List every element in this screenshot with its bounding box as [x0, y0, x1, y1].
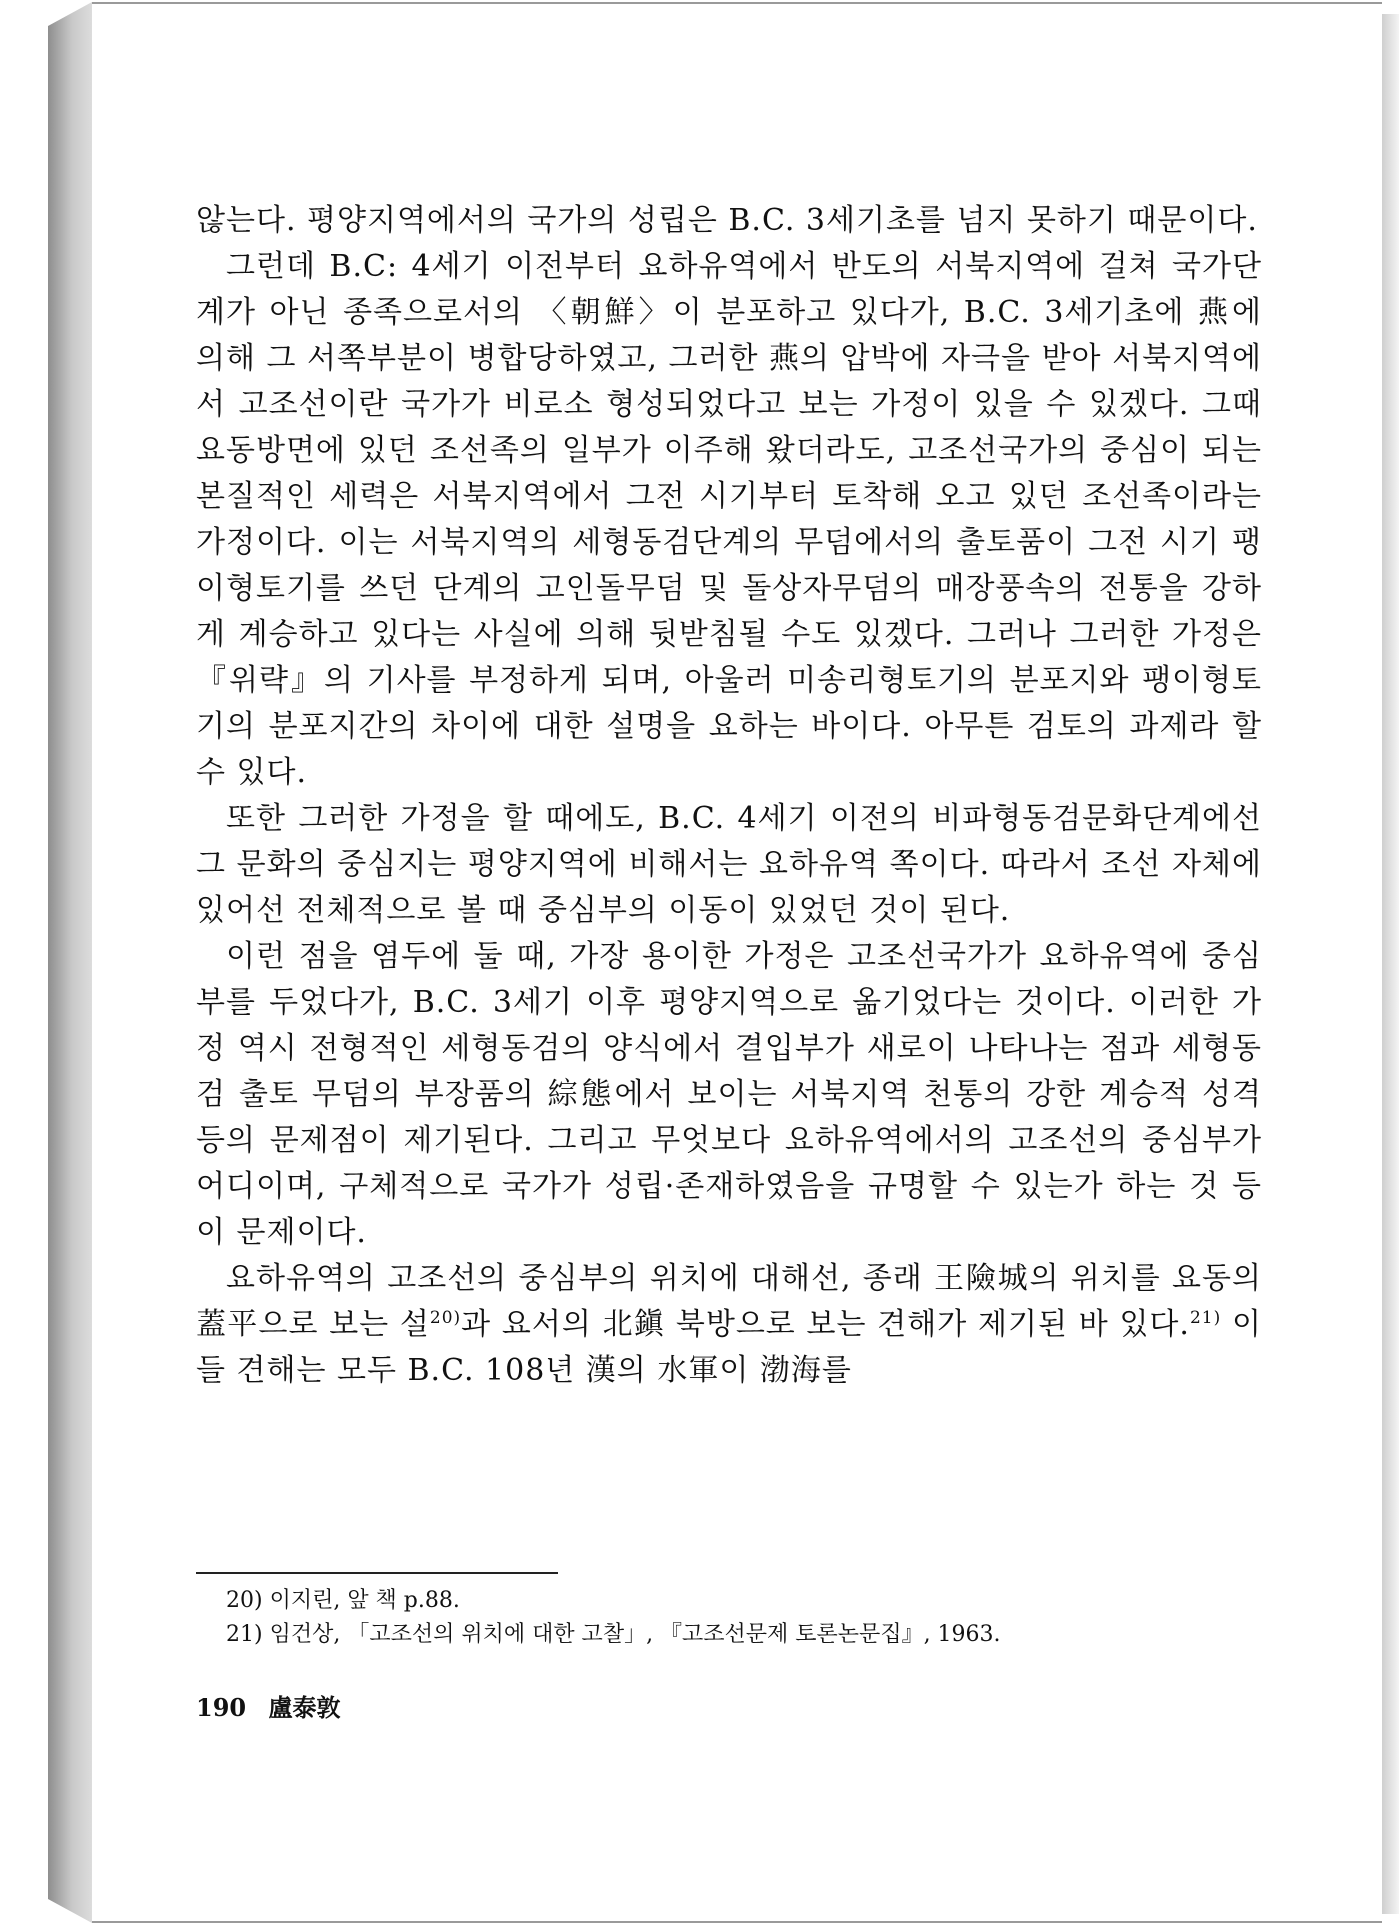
page-number: 190 — [196, 1693, 247, 1722]
footnote-divider — [196, 1572, 558, 1574]
paragraph-4: 이런 점을 염두에 둘 때, 가장 용이한 가정은 고조선국가가 요하유역에 중심부를 두었다가, B.C. 3세기 이후 평양지역으로 옮기었다는 것이다. 이러한 가정 역시 전형적인 세형동검의 양식에서 결입부가 새로이 나타나는 점과 세형동검 출토 무덤의 부장품의 綜態에서 보이는 서북지역 천통의 강한 계승적 성격 등의 문제점이 제기된다. 그리고 무엇보다 요하유역에서의 고조선의 중심부가 어디이며, 구체적으로 국가가 성립·존재하였음을 규명할 수 있는가 하는 것 등이 문제이다. — [196, 939, 1262, 1250]
book-spine — [48, 2, 92, 1923]
footnotes — [226, 1584, 1266, 1652]
body-text — [196, 198, 1262, 1394]
paragraph-2: 그런데 B.C: 4세기 이전부터 요하유역에서 반도의 서북지역에 걸쳐 국가단계가 아닌 종족으로서의 〈朝鮮〉이 분포하고 있다가, B.C. 3세기초에 燕에 의해 그 서쪽부분이 병합당하였고, 그러한 燕의 압박에 자극을 받아 서북지역에서 고조선이란 국가가 비로소 형성되었다고 보는 가정이 있을 수 있겠다. 그때 요동방면에 있던 조선족의 일부가 이주해 왔더라도, 고조선국가의 중심이 되는 본질적인 세력은 서북지역에서 그전 시기부터 토착해 오고 있던 조선족이라는 가정이다. 이는 서북지역의 세형동검단계의 무덤에서의 출토품이 그전 시기 팽이형토기를 쓰던 단계의 고인돌무덤 및 돌상자무덤의 매장풍속의 전통을 강하게 계승하고 있다는 사실에 의해 뒷받침될 수도 있겠다. 그러나 그러한 가정은 『위략』의 기사를 부정하게 되며, 아울러 미송리형토기의 분포지와 팽이형토기의 분포지간의 차이에 대한 설명을 요하는 바이다. 아무튼 검토의 과제라 할 수 있다. — [196, 249, 1262, 790]
page-edge-shadow — [1382, 14, 1399, 1914]
footnote-ref-20: 20) — [429, 1308, 462, 1328]
paragraph-5-part-1: 요하유역의 고조선의 중심부의 위치에 대해선, 종래 王險城의 위치를 요동의 蓋平으로 보는 설 — [196, 1261, 1262, 1342]
paragraph-5-part-3: 이들 견해는 모두 B.C. 108년 漢의 水軍이 渤海를 — [196, 1307, 1262, 1388]
paragraph-3: 또한 그러한 가정을 할 때에도, B.C. 4세기 이전의 비파형동검문화단계에선 그 문화의 중심지는 평양지역에 비해서는 요하유역 쪽이다. 따라서 조선 자체에 있어선 전체적으로 볼 때 중심부의 이동이 있었던 것이 된다. — [196, 801, 1262, 928]
paragraph-5-part-2: 과 요서의 北鎭 북방으로 보는 견해가 제기된 바 있다. — [461, 1307, 1190, 1342]
footnote-21: 21) 임건상, 「고조선의 위치에 대한 고찰」, 『고조선문제 토론논문집』, 1963. — [226, 1622, 1001, 1647]
running-author: 盧泰敦 — [268, 1693, 341, 1722]
page-footer — [196, 1688, 340, 1723]
paragraph-1: 않는다. 평양지역에서의 국가의 성립은 B.C. 3세기초를 넘지 못하기 때문이다. — [196, 203, 1258, 238]
footnote-ref-21: 21) — [1189, 1308, 1222, 1328]
paragraph-5 — [196, 1256, 1262, 1394]
footnote-20: 20) 이지린, 앞 책 p.88. — [226, 1588, 460, 1613]
